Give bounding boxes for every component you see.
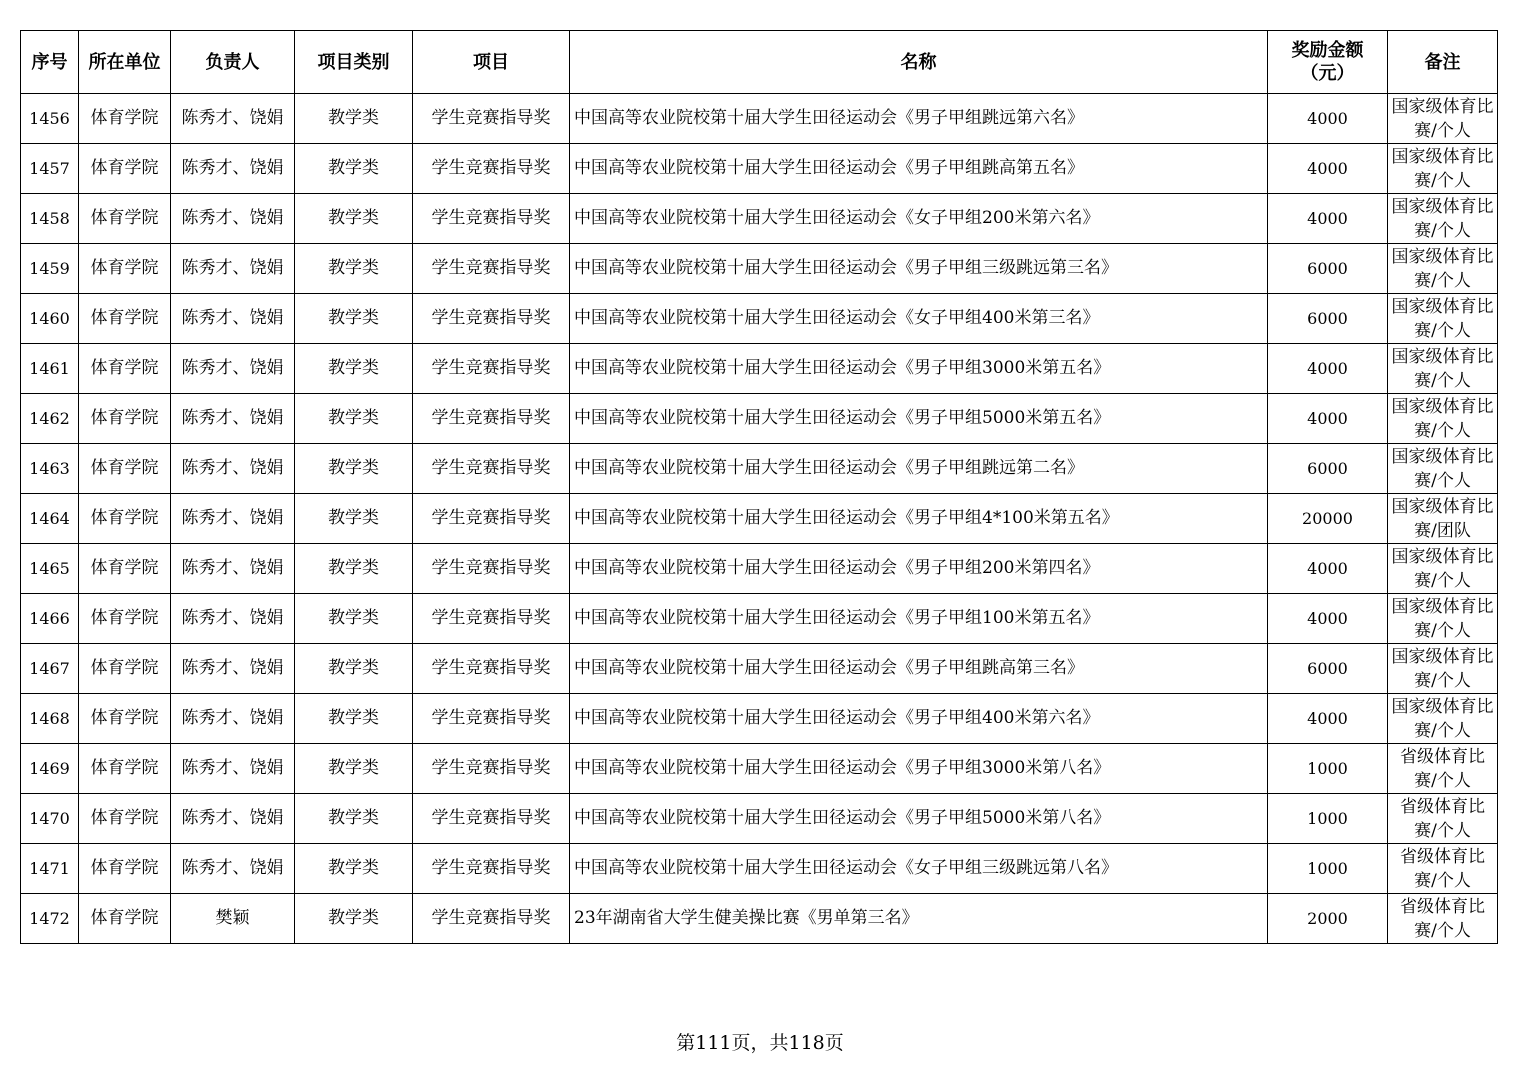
table-row xyxy=(21,444,1498,494)
cell-amount: 20000 xyxy=(1268,494,1388,544)
cell-person: 陈秀才、饶娟 xyxy=(171,694,295,744)
header-note: 备注 xyxy=(1388,31,1498,94)
cell-project: 学生竞赛指导奖 xyxy=(413,794,570,844)
table-row xyxy=(21,344,1498,394)
cell-unit: 体育学院 xyxy=(79,644,171,694)
table-header-row xyxy=(21,31,1498,94)
table-row xyxy=(21,594,1498,644)
cell-name: 中国高等农业院校第十届大学生田径运动会《男子甲组跳远第二名》 xyxy=(570,444,1268,494)
header-person: 负责人 xyxy=(171,31,295,94)
cell-unit: 体育学院 xyxy=(79,244,171,294)
cell-person: 陈秀才、饶娟 xyxy=(171,144,295,194)
cell-amount: 1000 xyxy=(1268,744,1388,794)
award-table xyxy=(20,30,1498,944)
cell-seq: 1465 xyxy=(21,544,79,594)
header-amount-line1: 奖励金额 xyxy=(1291,40,1364,61)
cell-seq: 1456 xyxy=(21,94,79,144)
cell-category: 教学类 xyxy=(295,194,413,244)
cell-amount: 4000 xyxy=(1268,194,1388,244)
cell-category: 教学类 xyxy=(295,494,413,544)
cell-name: 中国高等农业院校第十届大学生田径运动会《女子甲组200米第六名》 xyxy=(570,194,1268,244)
cell-category: 教学类 xyxy=(295,394,413,444)
cell-note: 省级体育比赛/个人 xyxy=(1388,744,1498,794)
cell-name: 中国高等农业院校第十届大学生田径运动会《男子甲组3000米第五名》 xyxy=(570,344,1268,394)
cell-amount: 4000 xyxy=(1268,344,1388,394)
cell-category: 教学类 xyxy=(295,794,413,844)
cell-person: 陈秀才、饶娟 xyxy=(171,844,295,894)
cell-amount: 4000 xyxy=(1268,694,1388,744)
cell-person: 陈秀才、饶娟 xyxy=(171,394,295,444)
cell-name: 中国高等农业院校第十届大学生田径运动会《女子甲组400米第三名》 xyxy=(570,294,1268,344)
cell-project: 学生竞赛指导奖 xyxy=(413,844,570,894)
cell-unit: 体育学院 xyxy=(79,194,171,244)
cell-seq: 1462 xyxy=(21,394,79,444)
table-row xyxy=(21,894,1498,944)
cell-note: 国家级体育比赛/个人 xyxy=(1388,444,1498,494)
cell-category: 教学类 xyxy=(295,144,413,194)
cell-note: 国家级体育比赛/个人 xyxy=(1388,94,1498,144)
cell-project: 学生竞赛指导奖 xyxy=(413,244,570,294)
cell-amount: 1000 xyxy=(1268,794,1388,844)
cell-unit: 体育学院 xyxy=(79,494,171,544)
cell-note: 国家级体育比赛/个人 xyxy=(1388,344,1498,394)
cell-category: 教学类 xyxy=(295,694,413,744)
cell-seq: 1464 xyxy=(21,494,79,544)
cell-note: 省级体育比赛/个人 xyxy=(1388,844,1498,894)
cell-unit: 体育学院 xyxy=(79,594,171,644)
cell-person: 陈秀才、饶娟 xyxy=(171,244,295,294)
cell-seq: 1463 xyxy=(21,444,79,494)
cell-name: 中国高等农业院校第十届大学生田径运动会《男子甲组5000米第八名》 xyxy=(570,794,1268,844)
cell-unit: 体育学院 xyxy=(79,844,171,894)
cell-person: 陈秀才、饶娟 xyxy=(171,194,295,244)
cell-project: 学生竞赛指导奖 xyxy=(413,294,570,344)
table-row xyxy=(21,794,1498,844)
header-amount-line2: （元） xyxy=(1300,63,1355,84)
cell-note: 国家级体育比赛/个人 xyxy=(1388,144,1498,194)
cell-seq: 1460 xyxy=(21,294,79,344)
cell-category: 教学类 xyxy=(295,444,413,494)
cell-amount: 6000 xyxy=(1268,244,1388,294)
table-row xyxy=(21,544,1498,594)
cell-person: 陈秀才、饶娟 xyxy=(171,794,295,844)
cell-unit: 体育学院 xyxy=(79,94,171,144)
cell-unit: 体育学院 xyxy=(79,744,171,794)
table-row xyxy=(21,394,1498,444)
cell-name: 中国高等农业院校第十届大学生田径运动会《男子甲组5000米第五名》 xyxy=(570,394,1268,444)
cell-unit: 体育学院 xyxy=(79,694,171,744)
cell-amount: 2000 xyxy=(1268,894,1388,944)
cell-category: 教学类 xyxy=(295,294,413,344)
cell-project: 学生竞赛指导奖 xyxy=(413,694,570,744)
cell-person: 陈秀才、饶娟 xyxy=(171,594,295,644)
cell-person: 樊颖 xyxy=(171,894,295,944)
cell-unit: 体育学院 xyxy=(79,894,171,944)
cell-amount: 4000 xyxy=(1268,94,1388,144)
cell-seq: 1470 xyxy=(21,794,79,844)
cell-category: 教学类 xyxy=(295,844,413,894)
cell-note: 国家级体育比赛/个人 xyxy=(1388,644,1498,694)
cell-seq: 1468 xyxy=(21,694,79,744)
table-row xyxy=(21,694,1498,744)
table-row xyxy=(21,94,1498,144)
cell-category: 教学类 xyxy=(295,644,413,694)
header-category: 项目类别 xyxy=(295,31,413,94)
header-seq: 序号 xyxy=(21,31,79,94)
cell-project: 学生竞赛指导奖 xyxy=(413,94,570,144)
table-row xyxy=(21,244,1498,294)
cell-category: 教学类 xyxy=(295,594,413,644)
cell-note: 国家级体育比赛/个人 xyxy=(1388,694,1498,744)
cell-name: 中国高等农业院校第十届大学生田径运动会《男子甲组跳高第五名》 xyxy=(570,144,1268,194)
cell-name: 中国高等农业院校第十届大学生田径运动会《男子甲组3000米第八名》 xyxy=(570,744,1268,794)
cell-person: 陈秀才、饶娟 xyxy=(171,544,295,594)
cell-project: 学生竞赛指导奖 xyxy=(413,394,570,444)
page-footer: 第111页，共118页 xyxy=(676,1032,844,1054)
cell-person: 陈秀才、饶娟 xyxy=(171,644,295,694)
cell-name: 中国高等农业院校第十届大学生田径运动会《男子甲组跳远第六名》 xyxy=(570,94,1268,144)
cell-note: 省级体育比赛/个人 xyxy=(1388,894,1498,944)
cell-person: 陈秀才、饶娟 xyxy=(171,294,295,344)
cell-note: 省级体育比赛/个人 xyxy=(1388,794,1498,844)
table-row xyxy=(21,494,1498,544)
cell-project: 学生竞赛指导奖 xyxy=(413,544,570,594)
cell-seq: 1461 xyxy=(21,344,79,394)
cell-seq: 1472 xyxy=(21,894,79,944)
cell-amount: 1000 xyxy=(1268,844,1388,894)
cell-person: 陈秀才、饶娟 xyxy=(171,744,295,794)
cell-project: 学生竞赛指导奖 xyxy=(413,894,570,944)
cell-person: 陈秀才、饶娟 xyxy=(171,94,295,144)
cell-note: 国家级体育比赛/个人 xyxy=(1388,194,1498,244)
cell-name: 中国高等农业院校第十届大学生田径运动会《男子甲组200米第四名》 xyxy=(570,544,1268,594)
cell-project: 学生竞赛指导奖 xyxy=(413,594,570,644)
cell-seq: 1469 xyxy=(21,744,79,794)
table-body xyxy=(21,94,1498,944)
cell-note: 国家级体育比赛/个人 xyxy=(1388,244,1498,294)
cell-project: 学生竞赛指导奖 xyxy=(413,494,570,544)
cell-seq: 1466 xyxy=(21,594,79,644)
cell-person: 陈秀才、饶娟 xyxy=(171,494,295,544)
cell-person: 陈秀才、饶娟 xyxy=(171,344,295,394)
cell-note: 国家级体育比赛/个人 xyxy=(1388,594,1498,644)
table-row xyxy=(21,844,1498,894)
cell-project: 学生竞赛指导奖 xyxy=(413,344,570,394)
cell-unit: 体育学院 xyxy=(79,444,171,494)
award-table-container xyxy=(20,30,1498,944)
cell-unit: 体育学院 xyxy=(79,144,171,194)
cell-amount: 6000 xyxy=(1268,294,1388,344)
cell-category: 教学类 xyxy=(295,894,413,944)
cell-project: 学生竞赛指导奖 xyxy=(413,744,570,794)
cell-category: 教学类 xyxy=(295,344,413,394)
cell-name: 中国高等农业院校第十届大学生田径运动会《男子甲组跳高第三名》 xyxy=(570,644,1268,694)
header-unit: 所在单位 xyxy=(79,31,171,94)
cell-note: 国家级体育比赛/个人 xyxy=(1388,544,1498,594)
cell-unit: 体育学院 xyxy=(79,394,171,444)
cell-amount: 4000 xyxy=(1268,594,1388,644)
cell-project: 学生竞赛指导奖 xyxy=(413,444,570,494)
cell-name: 23年湖南省大学生健美操比赛《男单第三名》 xyxy=(570,894,1268,944)
cell-note: 国家级体育比赛/个人 xyxy=(1388,394,1498,444)
cell-seq: 1457 xyxy=(21,144,79,194)
cell-name: 中国高等农业院校第十届大学生田径运动会《男子甲组100米第五名》 xyxy=(570,594,1268,644)
cell-amount: 6000 xyxy=(1268,644,1388,694)
cell-amount: 4000 xyxy=(1268,544,1388,594)
cell-name: 中国高等农业院校第十届大学生田径运动会《男子甲组400米第六名》 xyxy=(570,694,1268,744)
table-row xyxy=(21,644,1498,694)
cell-name: 中国高等农业院校第十届大学生田径运动会《女子甲组三级跳远第八名》 xyxy=(570,844,1268,894)
cell-project: 学生竞赛指导奖 xyxy=(413,194,570,244)
cell-category: 教学类 xyxy=(295,244,413,294)
cell-unit: 体育学院 xyxy=(79,794,171,844)
cell-category: 教学类 xyxy=(295,544,413,594)
cell-seq: 1458 xyxy=(21,194,79,244)
cell-unit: 体育学院 xyxy=(79,344,171,394)
cell-category: 教学类 xyxy=(295,744,413,794)
table-row xyxy=(21,744,1498,794)
cell-unit: 体育学院 xyxy=(79,294,171,344)
cell-note: 国家级体育比赛/个人 xyxy=(1388,294,1498,344)
cell-name: 中国高等农业院校第十届大学生田径运动会《男子甲组4*100米第五名》 xyxy=(570,494,1268,544)
header-name: 名称 xyxy=(570,31,1268,94)
cell-seq: 1459 xyxy=(21,244,79,294)
table-row xyxy=(21,144,1498,194)
table-row xyxy=(21,294,1498,344)
cell-amount: 4000 xyxy=(1268,394,1388,444)
table-row xyxy=(21,194,1498,244)
cell-person: 陈秀才、饶娟 xyxy=(171,444,295,494)
cell-amount: 4000 xyxy=(1268,144,1388,194)
cell-project: 学生竞赛指导奖 xyxy=(413,644,570,694)
cell-name: 中国高等农业院校第十届大学生田径运动会《男子甲组三级跳远第三名》 xyxy=(570,244,1268,294)
cell-note: 国家级体育比赛/团队 xyxy=(1388,494,1498,544)
header-amount xyxy=(1268,31,1388,94)
cell-category: 教学类 xyxy=(295,94,413,144)
cell-unit: 体育学院 xyxy=(79,544,171,594)
cell-seq: 1467 xyxy=(21,644,79,694)
cell-project: 学生竞赛指导奖 xyxy=(413,144,570,194)
header-project: 项目 xyxy=(413,31,570,94)
cell-seq: 1471 xyxy=(21,844,79,894)
cell-amount: 6000 xyxy=(1268,444,1388,494)
